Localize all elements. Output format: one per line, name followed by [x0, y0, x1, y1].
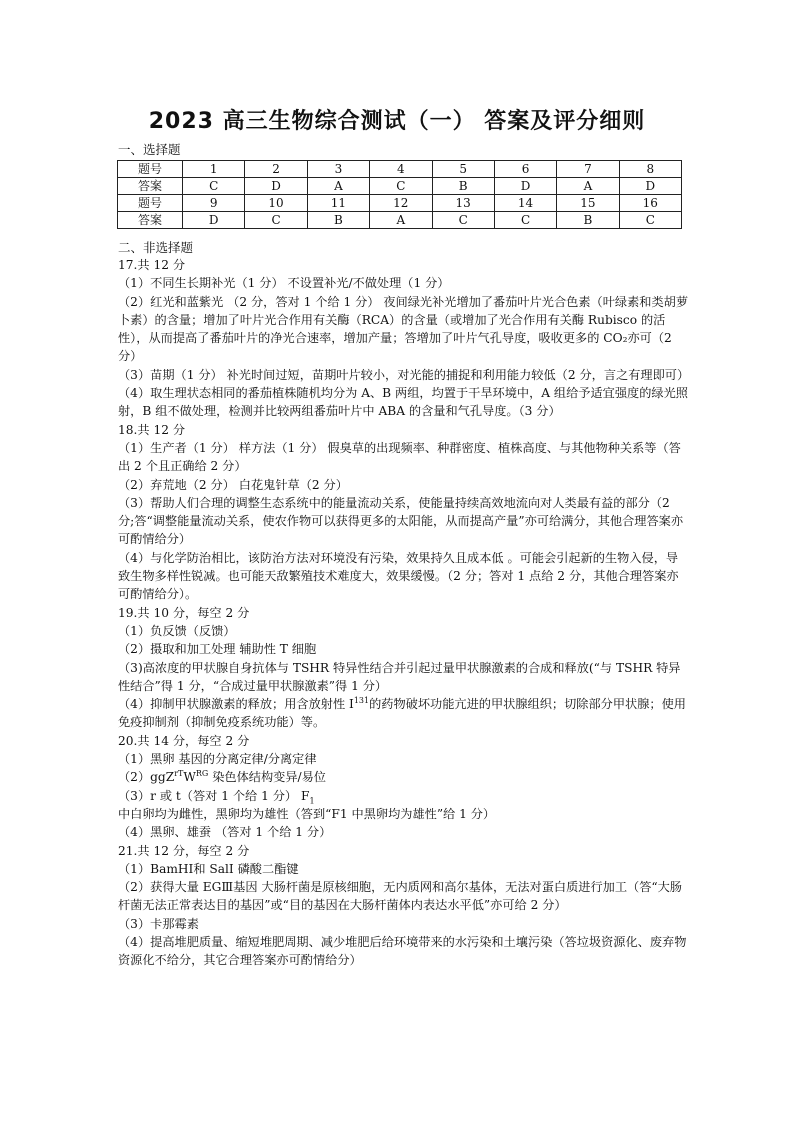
section-heading-multiple-choice: 一、选择题	[118, 142, 181, 157]
answer-table	[117, 160, 682, 229]
q18-part3: （3）帮助人们合理的调整生态系统中的能量流动关系，使能量持续高效地流向对人类最有益的部分（2 分;答“调整能量流动关系，使农作物可以获得更多的太阳能，从而提高产量”亦可给满分，其他合理答案亦可酌情给分）	[118, 495, 684, 547]
answer-table-cell: D	[245, 178, 307, 195]
q19-part4-text-a: （4）抑制甲状腺激素的释放；用含放射性 I	[118, 697, 354, 712]
answer-table-cell: 3	[307, 161, 369, 178]
q19-part4-superscript: 131	[353, 696, 370, 706]
q19-part1: （1）负反馈（反馈）	[118, 623, 236, 638]
q21-part3: （3）卡那霉素	[118, 916, 199, 931]
answer-table-cell: 1	[183, 161, 245, 178]
answer-table-row	[118, 195, 682, 212]
q17-part4: （4）取生理状态相同的番茄植株随机均分为 A、B 两组，均置于干旱环境中，A 组给予适宜强度的绿光照射，B 组不做处理，检测并比较两组番茄叶片中 ABA 的含量和气孔导度。（3 分）	[118, 386, 688, 419]
page-title: 2023 高三生物综合测试（一） 答案及评分细则	[148, 109, 646, 134]
answer-table-cell: 4	[370, 161, 432, 178]
q20-part2-text-c: 染色体结构变异/易位	[208, 770, 326, 785]
q19-part4-text-b: 的药物破坏功能亢进的甲状腺组织；切除部分甲状腺；使用免疫抑制剂（抑制免疫系统功能）等。	[118, 697, 686, 730]
answer-table-cell: B	[307, 212, 369, 229]
answer-table-cell: D	[183, 212, 245, 229]
q17-part3: （3）苗期（1 分） 补光时间过短，苗期叶片较小，对光能的捕捉和利用能力较低（2 分，言之有理即可）	[118, 367, 690, 382]
answer-table-cell: B	[432, 178, 494, 195]
q20-part2-text-b: W	[183, 770, 196, 785]
q17-heading: 17.共 12 分	[118, 258, 186, 272]
answer-table-cell: 16	[619, 195, 681, 212]
answer-table-cell: 6	[494, 161, 556, 178]
q20-heading: 20.共 14 分，每空 2 分	[118, 733, 250, 748]
answer-table-cell: 12	[370, 195, 432, 212]
answer-table-cell: 9	[183, 195, 245, 212]
q20-part3-text-b: 中白卵均为雌性，黑卵均为雄性（答到“F1 中黑卵均为雄性”给 1 分）	[118, 806, 496, 821]
q19-part4	[118, 695, 688, 732]
q21-part1: （1）BamHⅠ和 SalⅠ 磷酸二酯键	[118, 861, 299, 876]
q17-part2: （2）红光和蓝紫光 （2 分，答对 1 个给 1 分） 夜间绿光补光增加了番茄叶片光合色素（叶绿素和类胡萝卜素）的含量；增加了叶片光合作用有关酶（RCA）的含量（或增加了光合作用有关酶 Rubisco 的活性），从而提高了番茄叶片的净光合速率，增加产量；答增加了叶片气孔导度，吸收更多的 CO₂亦可（2 分）	[118, 294, 689, 364]
q19-part2: （2）摄取和加工处理 辅助性 T 细胞	[118, 642, 317, 657]
q20-part3-subscript: 1	[309, 796, 315, 806]
answer-table-row	[118, 178, 682, 195]
answer-table-cell: 5	[432, 161, 494, 178]
answer-table-cell: 11	[307, 195, 369, 212]
answer-table-cell: 8	[619, 161, 681, 178]
q18-part4: （4）与化学防治相比，该防治方法对环境没有污染，效果持久且成本低 。可能会引起新的生物入侵，导致生物多样性锐减。也可能天敌繁殖技术难度大，效果缓慢。（2 分；答对 1 点给 2 分，其他合理答案亦可酌情给分）。	[118, 550, 679, 602]
answer-table-cell: D	[619, 178, 681, 195]
answer-table-cell: C	[432, 212, 494, 229]
answer-table-cell: 2	[245, 161, 307, 178]
answer-table-row	[118, 212, 682, 229]
q20-part3-text-a: （3）r 或 t（答对 1 个给 1 分） F	[118, 788, 310, 803]
answer-table-row	[118, 161, 682, 178]
answer-table-cell: B	[557, 212, 619, 229]
answer-table-cell: 7	[557, 161, 619, 178]
q21-part2: （2）获得大量 EGⅢ基因 大肠杆菌是原核细胞，无内质网和高尔基体，无法对蛋白质进行加工（答“大肠杆菌无法正常表达目的基因”或“目的基因在大肠杆菌体内表达水平低”亦可给 2 分）	[118, 880, 682, 913]
answer-table-cell: C	[370, 178, 432, 195]
q21-part4: （4）提高堆肥质量、缩短堆肥周期、减少堆肥后给环境带来的水污染和土壤污染（答垃圾资源化、废弃物资源化不给分，其它合理答案亦可酌情给分）	[118, 934, 687, 968]
q18-part2: （2）弃荒地（2 分） 白花鬼针草（2 分）	[118, 477, 348, 492]
q20-part3	[118, 787, 688, 824]
answer-table-cell: 15	[557, 195, 619, 212]
answer-table-cell: A	[557, 178, 619, 195]
answer-table-cell: C	[245, 212, 307, 229]
answer-table-cell: 10	[245, 195, 307, 212]
q20-part1: （1）黑卵 基因的分离定律/分离定律	[118, 752, 317, 767]
answer-table-cell: A	[370, 212, 432, 229]
answer-table-cell: D	[494, 178, 556, 195]
answer-table-row-header: 答案	[118, 178, 183, 195]
answer-table-cell: A	[307, 178, 369, 195]
answer-table-cell: 13	[432, 195, 494, 212]
q20-part2-sup-b: RG	[195, 769, 209, 779]
answer-table-cell: C	[183, 178, 245, 195]
answer-table-row-header: 题号	[118, 161, 183, 178]
answer-table-cell: C	[619, 212, 681, 229]
q20-part2-text-a: （2）ggZ	[118, 770, 175, 785]
q21-heading: 21.共 12 分，每空 2 分	[118, 843, 250, 858]
q18-heading: 18.共 12 分	[118, 422, 186, 437]
q20-part2-sup-a: rT	[174, 769, 184, 779]
q18-part1: （1）生产者（1 分） 样方法（1 分） 假臭草的出现频率、种群密度、植株高度、与其他物种关系等（答出 2 个且正确给 2 分）	[118, 440, 681, 474]
answer-table-row-header: 答案	[118, 212, 183, 229]
q19-heading: 19.共 10 分，每空 2 分	[118, 605, 250, 620]
q20-part2	[118, 768, 688, 786]
answer-table-cell: 14	[494, 195, 556, 212]
q19-part3: （3)高浓度的甲状腺自身抗体与 TSHR 特异性结合并引起过量甲状腺激素的合成和释放(“与 TSHR 特异性结合”得 1 分，“合成过量甲状腺激素”得 1 分）	[118, 660, 681, 693]
section-heading-non-choice: 二、非选择题	[118, 240, 194, 255]
answer-table-cell: C	[494, 212, 556, 229]
q20-part4: （4）黑卵、雄蚕 （答对 1 个给 1 分）	[118, 825, 332, 840]
q17-part1: （1）不同生长期补光（1 分） 不设置补光/不做处理（1 分）	[118, 276, 450, 291]
answer-body	[118, 256, 688, 970]
answer-table-row-header: 题号	[118, 195, 183, 212]
